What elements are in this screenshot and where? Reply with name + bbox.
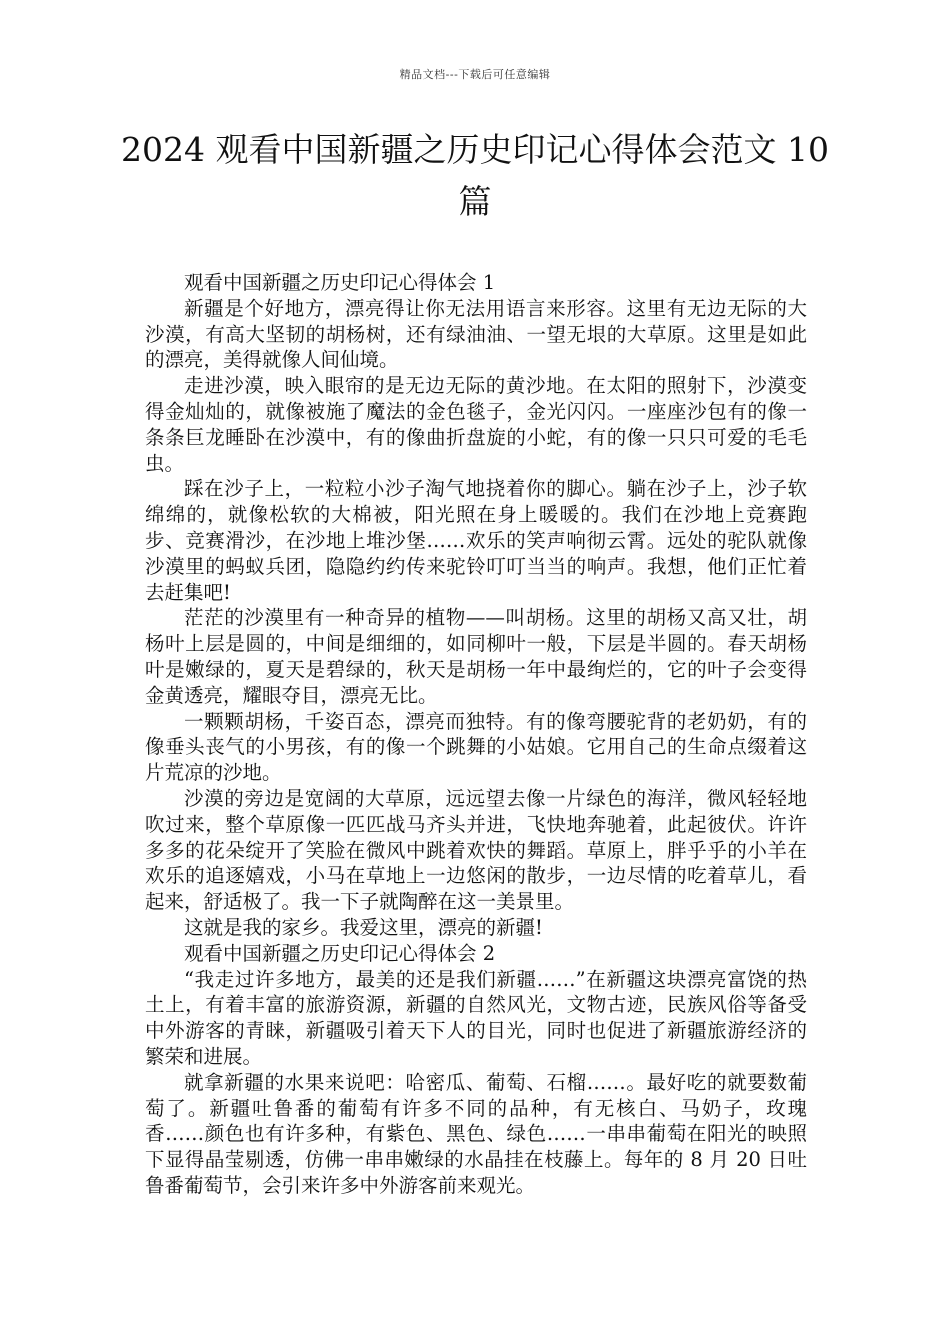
- paragraph: 茫茫的沙漠里有一种奇异的植物——叫胡杨。这里的胡杨又高又壮，胡杨叶上层是圆的，中间是细细的，如同柳叶一般，下层是半圆的。春天胡杨叶是嫩绿的，夏天是碧绿的，秋天是胡杨一年中最绚烂的，它的叶子会变得金黄透亮，耀眼夺目，漂亮无比。: [145, 606, 807, 707]
- paragraph: 踩在沙子上，一粒粒小沙子淘气地挠着你的脚心。躺在沙子上，沙子软绵绵的，就像松软的大棉被，阳光照在身上暖暖的。我们在沙地上竞赛跑步、竞赛滑沙，在沙地上堆沙堡……欢乐的笑声响彻云霄。远处的驼队就像沙漠里的蚂蚁兵团，隐隐约约传来驼铃叮叮当当的响声。我想，他们正忙着去赶集吧!: [145, 477, 807, 604]
- paragraph: 一颗颗胡杨，千姿百态，漂亮而独特。有的像弯腰驼背的老奶奶，有的像垂头丧气的小男孩，有的像一个跳舞的小姑娘。它用自己的生命点缀着这片荒凉的沙地。: [145, 709, 807, 785]
- header-note: 精品文档---下载后可任意编辑: [399, 68, 551, 81]
- paragraph: 就拿新疆的水果来说吧：哈密瓜、葡萄、石榴……。最好吃的就要数葡萄了。新疆吐鲁番的葡萄有许多不同的品种，有无核白、马奶子，玫瑰香……颜色也有许多种，有紫色、黑色、绿色……一串串葡萄在阳光的映照下显得晶莹剔透，仿佛一串串嫩绿的水晶挂在枝藤上。每年的 8 月 20 日吐鲁番葡萄节，会引来许多中外游客前来观光。: [145, 1070, 807, 1197]
- page-title: 2024 观看中国新疆之历史印记心得体会范文 10 篇: [121, 130, 829, 221]
- section-heading: 观看中国新疆之历史印记心得体会 1: [184, 271, 496, 294]
- paragraph: “我走过许多地方，最美的还是我们新疆……”在新疆这块漂亮富饶的热土上，有着丰富的旅游资源，新疆的自然风光，文物古迹，民族风俗等备受中外游客的青睐，新疆吸引着天下人的目光，同时也促进了新疆旅游经济的繁荣和进展。: [145, 967, 807, 1068]
- paragraph: 沙漠的旁边是宽阔的大草原，远远望去像一片绿色的海洋，微风轻轻地吹过来，整个草原像一匹匹战马齐头并进，飞快地奔驰着，此起彼伏。许许多多的花朵绽开了笑脸在微风中跳着欢快的舞蹈。草原上，胖乎乎的小羊在欢乐的追逐嬉戏，小马在草地上一边悠闲的散步，一边尽情的吃着草儿，看起来，舒适极了。我一下子就陶醉在这一美景里。: [145, 786, 807, 914]
- paragraph: 这就是我的家乡。我爱这里，漂亮的新疆!: [184, 915, 543, 939]
- section-heading: 观看中国新疆之历史印记心得体会 2: [184, 941, 496, 965]
- paragraph: 新疆是个好地方，漂亮得让你无法用语言来形容。这里有无边无际的大沙漠，有高大坚韧的胡杨树，还有绿油油、一望无垠的大草原。这里是如此的漂亮，美得就像人间仙境。: [145, 296, 807, 372]
- paragraph: 走进沙漠，映入眼帘的是无边无际的黄沙地。在太阳的照射下，沙漠变得金灿灿的，就像被施了魔法的金色毯子，金光闪闪。一座座沙包有的像一条条巨龙睡卧在沙漠中，有的像曲折盘旋的小蛇，有的像一只只可爱的毛毛虫。: [145, 374, 807, 475]
- article-body: [145, 270, 807, 1199]
